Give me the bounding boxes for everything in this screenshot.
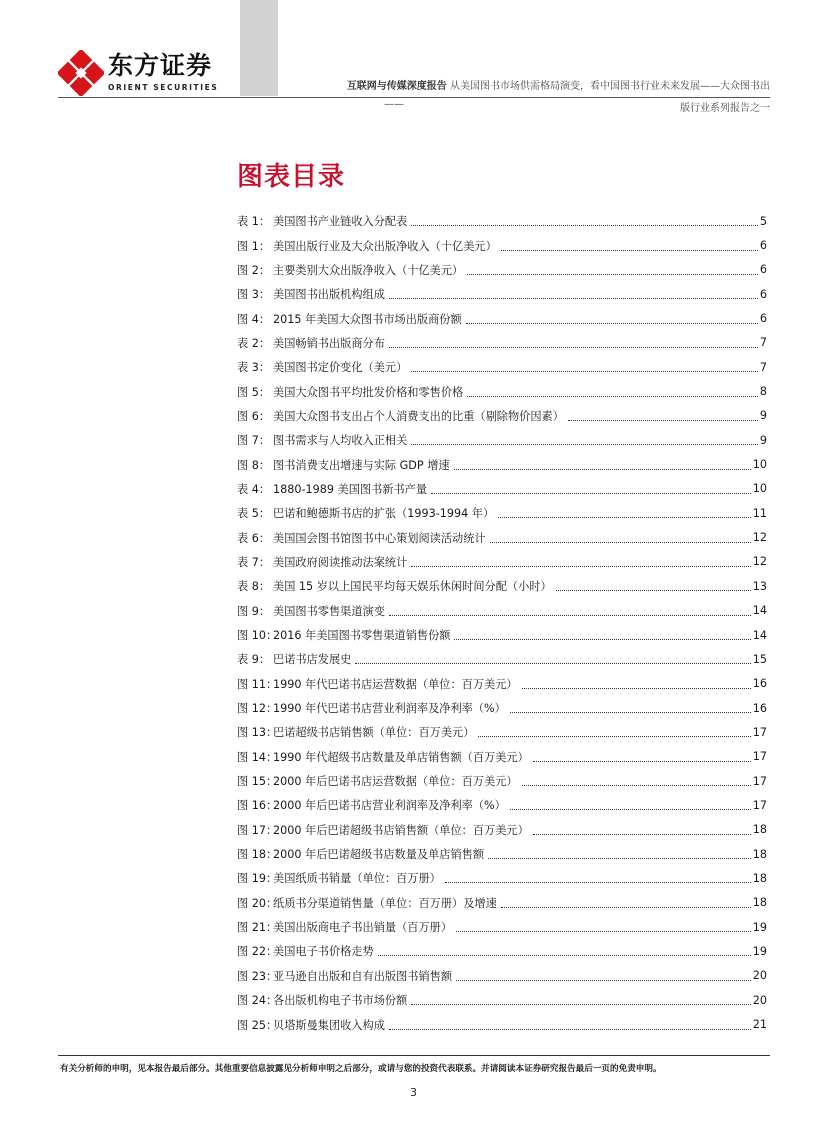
toc-entry-title: 美国出版商电子书出销量（百万册） bbox=[273, 921, 453, 935]
toc-entry-label: 图 22： bbox=[237, 945, 278, 959]
toc-list bbox=[237, 209, 767, 1037]
toc-entry-label: 图 9： bbox=[237, 604, 271, 618]
toc-leader-dots bbox=[454, 630, 750, 640]
toc-entry-page: 16 bbox=[752, 701, 767, 715]
toc-entry-title: 巴诺超级书店销售额（单位：百万美元） bbox=[273, 726, 475, 740]
header-grey-block bbox=[240, 0, 278, 96]
toc-entry-label: 表 8： bbox=[237, 580, 271, 594]
company-logo bbox=[58, 50, 218, 96]
toc-entry[interactable] bbox=[237, 233, 767, 257]
toc-leader-dots bbox=[467, 387, 758, 397]
toc-entry-label: 图 12： bbox=[237, 702, 278, 716]
toc-leader-dots bbox=[533, 752, 751, 762]
toc-leader-dots bbox=[522, 679, 751, 689]
footer-divider bbox=[58, 1055, 770, 1056]
toc-entry-title: 贝塔斯曼集团收入构成 bbox=[273, 1018, 385, 1032]
toc-entry-page: 20 bbox=[752, 993, 767, 1007]
toc-entry-label: 图 15： bbox=[237, 775, 278, 789]
toc-entry-page: 9 bbox=[759, 409, 767, 423]
toc-entry-label: 图 13： bbox=[237, 726, 278, 740]
toc-entry-title: 图书需求与人均收入正相关 bbox=[273, 434, 408, 448]
toc-entry-page: 18 bbox=[752, 847, 767, 861]
toc-entry[interactable] bbox=[237, 964, 767, 988]
toc-entry-title: 1990 年代巴诺书店运营数据（单位：百万美元） bbox=[273, 677, 518, 691]
toc-entry[interactable] bbox=[237, 696, 767, 720]
toc-leader-dots bbox=[467, 265, 758, 275]
toc-entry-label: 表 4： bbox=[237, 482, 271, 496]
toc-entry-label: 图 20： bbox=[237, 896, 278, 910]
toc-entry-page: 6 bbox=[759, 312, 767, 326]
toc-entry-title: 亚马逊自出版和自有出版图书销售额 bbox=[273, 969, 453, 983]
toc-title: 图表目录 bbox=[237, 162, 346, 192]
report-type: 互联网与传媒深度报告 bbox=[346, 81, 447, 92]
toc-leader-dots bbox=[378, 946, 751, 956]
toc-entry[interactable] bbox=[237, 866, 767, 890]
toc-entry-page: 10 bbox=[752, 458, 767, 472]
toc-entry[interactable] bbox=[237, 769, 767, 793]
toc-entry[interactable] bbox=[237, 404, 767, 428]
toc-entry[interactable] bbox=[237, 842, 767, 866]
toc-entry[interactable] bbox=[237, 720, 767, 744]
toc-leader-dots bbox=[510, 703, 751, 713]
toc-entry-label: 表 1： bbox=[237, 215, 271, 229]
toc-leader-dots bbox=[456, 971, 751, 981]
toc-entry-page: 17 bbox=[752, 774, 767, 788]
toc-entry-label: 图 6： bbox=[237, 409, 271, 423]
toc-entry-label: 图 1： bbox=[237, 239, 271, 253]
toc-entry-page: 19 bbox=[752, 920, 767, 934]
toc-entry[interactable] bbox=[237, 258, 767, 282]
toc-leader-dots bbox=[568, 411, 758, 421]
toc-entry-label: 表 9： bbox=[237, 653, 271, 667]
toc-entry-label: 图 17： bbox=[237, 823, 278, 837]
toc-entry[interactable] bbox=[237, 793, 767, 817]
toc-entry-page: 17 bbox=[752, 750, 767, 764]
toc-entry-page: 20 bbox=[752, 969, 767, 983]
toc-entry-title: 1990 年代超级书店数量及单店销售额（百万美元） bbox=[273, 750, 529, 764]
toc-entry-title: 美国电子书价格走势 bbox=[273, 945, 374, 959]
toc-entry-label: 图 4： bbox=[237, 312, 271, 326]
toc-entry[interactable] bbox=[237, 355, 767, 379]
toc-entry-page: 11 bbox=[752, 506, 767, 520]
toc-leader-dots bbox=[510, 800, 751, 810]
toc-entry-page: 6 bbox=[759, 239, 767, 253]
toc-entry-page: 6 bbox=[759, 287, 767, 301]
toc-entry[interactable] bbox=[237, 672, 767, 696]
toc-entry-label: 图 8： bbox=[237, 458, 271, 472]
toc-leader-dots bbox=[488, 849, 751, 859]
toc-entry-label: 图 7： bbox=[237, 434, 271, 448]
toc-entry[interactable] bbox=[237, 939, 767, 963]
report-header bbox=[300, 80, 770, 94]
toc-entry-label: 图 14： bbox=[237, 750, 278, 764]
toc-entry-title: 美国出版行业及大众出版净收入（十亿美元） bbox=[273, 239, 497, 253]
toc-entry-label: 表 6： bbox=[237, 531, 271, 545]
toc-entry-title: 2015 年美国大众图书市场出版商份额 bbox=[273, 312, 462, 326]
toc-entry-title: 各出版机构电子书市场份额 bbox=[273, 994, 408, 1008]
toc-leader-dots bbox=[411, 216, 758, 226]
header-divider bbox=[58, 97, 770, 98]
toc-entry[interactable] bbox=[237, 745, 767, 769]
toc-entry[interactable] bbox=[237, 306, 767, 330]
toc-leader-dots bbox=[501, 241, 758, 251]
toc-entry-title: 美国图书出版机构组成 bbox=[273, 288, 385, 302]
toc-leader-dots bbox=[490, 533, 751, 543]
toc-entry[interactable] bbox=[237, 477, 767, 501]
toc-entry-page: 18 bbox=[752, 896, 767, 910]
toc-entry-title: 美国大众图书支出占个人消费支出的比重（剔除物价因素） bbox=[273, 409, 564, 423]
toc-leader-dots bbox=[389, 338, 758, 348]
toc-entry-label: 图 19： bbox=[237, 872, 278, 886]
toc-entry-title: 美国国会图书馆图书中心策划阅读活动统计 bbox=[273, 531, 486, 545]
toc-entry[interactable] bbox=[237, 501, 767, 525]
toc-entry-title: 纸质书分渠道销售量（单位：百万册）及增速 bbox=[273, 896, 497, 910]
toc-entry-page: 8 bbox=[759, 385, 767, 399]
toc-entry-page: 18 bbox=[752, 871, 767, 885]
toc-leader-dots bbox=[454, 460, 751, 470]
toc-leader-dots bbox=[533, 825, 751, 835]
toc-entry-label: 图 2： bbox=[237, 263, 271, 277]
toc-leader-dots bbox=[456, 922, 751, 932]
toc-entry-title: 1990 年代巴诺书店营业利润率及净利率（%） bbox=[273, 702, 506, 716]
toc-entry-label: 图 11： bbox=[237, 677, 278, 691]
toc-entry-title: 图书消费支出增速与实际 GDP 增速 bbox=[273, 458, 450, 472]
toc-leader-dots bbox=[389, 606, 751, 616]
toc-leader-dots bbox=[498, 508, 751, 518]
toc-entry-page: 16 bbox=[752, 677, 767, 691]
toc-leader-dots bbox=[445, 873, 751, 883]
toc-entry-label: 图 21： bbox=[237, 921, 278, 935]
toc-leader-dots bbox=[411, 435, 758, 445]
toc-entry-label: 图 3： bbox=[237, 288, 271, 302]
toc-entry[interactable] bbox=[237, 623, 767, 647]
toc-leader-dots bbox=[431, 484, 751, 494]
toc-entry-title: 美国 15 岁以上国民平均每天娱乐休闲时间分配（小时） bbox=[273, 580, 552, 594]
toc-entry-page: 5 bbox=[759, 214, 767, 228]
toc-entry-label: 表 3： bbox=[237, 361, 271, 375]
toc-entry[interactable] bbox=[237, 331, 767, 355]
toc-leader-dots bbox=[389, 1020, 751, 1030]
toc-entry-title: 主要类别大众出版净收入（十亿美元） bbox=[273, 263, 464, 277]
toc-entry-label: 图 23： bbox=[237, 969, 278, 983]
toc-entry-label: 图 24： bbox=[237, 994, 278, 1008]
toc-entry-page: 21 bbox=[752, 1018, 767, 1032]
toc-entry[interactable] bbox=[237, 891, 767, 915]
toc-entry[interactable] bbox=[237, 282, 767, 306]
toc-leader-dots bbox=[411, 362, 758, 372]
toc-entry[interactable] bbox=[237, 379, 767, 403]
toc-entry-title: 巴诺书店发展史 bbox=[273, 653, 352, 667]
toc-entry[interactable] bbox=[237, 1012, 767, 1036]
toc-entry[interactable] bbox=[237, 428, 767, 452]
toc-entry-page: 9 bbox=[759, 433, 767, 447]
toc-entry-title: 2000 年后巴诺超级书店数量及单店销售额 bbox=[273, 848, 485, 862]
toc-entry[interactable] bbox=[237, 599, 767, 623]
toc-entry-page: 7 bbox=[759, 336, 767, 350]
company-name-cn: 东方证券 bbox=[108, 51, 213, 80]
toc-entry-label: 图 16： bbox=[237, 799, 278, 813]
toc-leader-dots bbox=[411, 557, 750, 567]
toc-entry-title: 美国大众图书平均批发价格和零售价格 bbox=[273, 385, 464, 399]
toc-leader-dots bbox=[411, 995, 750, 1005]
toc-leader-dots bbox=[522, 776, 751, 786]
toc-entry[interactable] bbox=[237, 818, 767, 842]
toc-entry[interactable] bbox=[237, 574, 767, 598]
toc-entry[interactable] bbox=[237, 550, 767, 574]
report-title-dash: —— bbox=[384, 99, 404, 110]
toc-entry-title: 2000 年后巴诺书店运营数据（单位：百万美元） bbox=[273, 775, 518, 789]
toc-entry-page: 19 bbox=[752, 944, 767, 958]
toc-entry-page: 18 bbox=[752, 823, 767, 837]
toc-entry-label: 表 7： bbox=[237, 555, 271, 569]
toc-entry-label: 图 25： bbox=[237, 1018, 278, 1032]
toc-entry-title: 美国纸质书销量（单位：百万册） bbox=[273, 872, 441, 886]
toc-leader-dots bbox=[478, 727, 750, 737]
toc-entry-page: 6 bbox=[759, 263, 767, 277]
toc-entry-title: 美国政府阅读推动法案统计 bbox=[273, 555, 408, 569]
toc-leader-dots bbox=[556, 581, 751, 591]
toc-entry-label: 表 2： bbox=[237, 336, 271, 350]
toc-entry-label: 图 18： bbox=[237, 848, 278, 862]
toc-entry-title: 1880-1989 美国图书新书产量 bbox=[273, 482, 428, 496]
toc-entry-title: 美国畅销书出版商分布 bbox=[273, 336, 385, 350]
toc-entry-page: 15 bbox=[752, 652, 767, 666]
toc-entry-title: 美国图书产业链收入分配表 bbox=[273, 215, 408, 229]
toc-entry-label: 图 10： bbox=[237, 629, 278, 643]
toc-entry[interactable] bbox=[237, 988, 767, 1012]
report-subtitle: 版行业系列报告之一 bbox=[680, 103, 770, 114]
toc-leader-dots bbox=[389, 289, 758, 299]
toc-entry-title: 2016 年美国图书零售渠道销售份额 bbox=[273, 629, 451, 643]
report-title: 从美国图书市场供需格局演变，看中国图书行业未来发展——大众图书出 bbox=[450, 81, 770, 92]
toc-entry-title: 美国图书定价变化（美元） bbox=[273, 361, 408, 375]
toc-entry-page: 12 bbox=[752, 531, 767, 545]
toc-entry-page: 10 bbox=[752, 482, 767, 496]
toc-entry-page: 17 bbox=[752, 798, 767, 812]
toc-entry-title: 2000 年后巴诺超级书店销售额（单位：百万美元） bbox=[273, 823, 529, 837]
toc-entry-page: 17 bbox=[752, 725, 767, 739]
toc-entry[interactable] bbox=[237, 209, 767, 233]
toc-entry-label: 图 5： bbox=[237, 385, 271, 399]
page-number: 3 bbox=[410, 1086, 417, 1099]
toc-entry-title: 美国图书零售渠道演变 bbox=[273, 604, 385, 618]
toc-entry-page: 14 bbox=[752, 628, 767, 642]
toc-entry-title: 2000 年后巴诺书店营业利润率及净利率（%） bbox=[273, 799, 506, 813]
footer-disclaimer: 有关分析师的申明，见本报告最后部分。其他重要信息披露见分析师申明之后部分，或请与您的投资代表联系。并请阅读本证券研究报告最后一页的免责申明。 bbox=[60, 1064, 662, 1074]
toc-entry-label: 表 5： bbox=[237, 507, 271, 521]
toc-entry[interactable] bbox=[237, 647, 767, 671]
toc-entry-page: 13 bbox=[752, 579, 767, 593]
toc-leader-dots bbox=[466, 314, 758, 324]
toc-leader-dots bbox=[501, 898, 751, 908]
toc-leader-dots bbox=[355, 654, 750, 664]
toc-entry[interactable] bbox=[237, 525, 767, 549]
orient-logo-icon bbox=[58, 50, 104, 96]
toc-entry[interactable] bbox=[237, 452, 767, 476]
toc-entry-page: 12 bbox=[752, 555, 767, 569]
toc-entry-page: 14 bbox=[752, 604, 767, 618]
toc-entry-title: 巴诺和鲍德斯书店的扩张（1993-1994 年） bbox=[273, 507, 495, 521]
toc-entry[interactable] bbox=[237, 915, 767, 939]
company-name-en: ORIENT SECURITIES bbox=[108, 83, 219, 92]
toc-entry-page: 7 bbox=[759, 360, 767, 374]
